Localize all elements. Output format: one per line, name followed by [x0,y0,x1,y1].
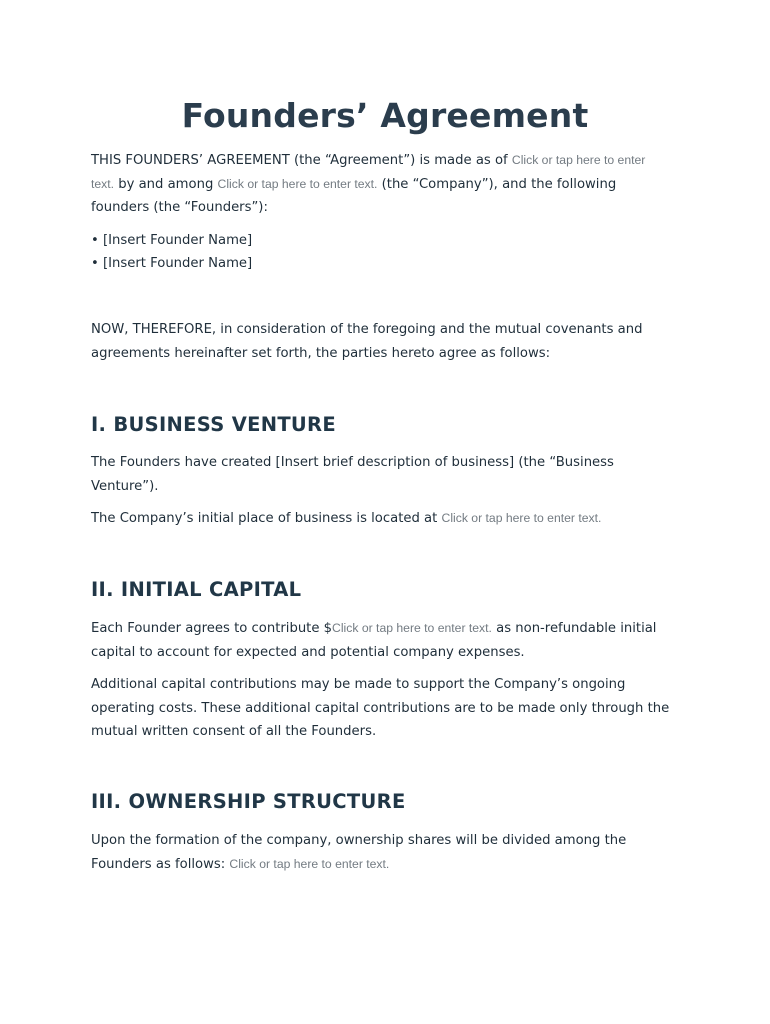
business-venture-line-2: Venture”). [91,478,159,494]
ownership-text: Founders as follows: [91,856,226,872]
place-of-business-placeholder-field[interactable]: Click or tap here to enter text. [441,511,602,525]
intro-paragraph [91,149,681,220]
intro-text-2: by and among [118,176,214,192]
intro-text-3: (the “Company”), and the following [381,176,617,192]
date-placeholder-line2: text. [91,176,115,191]
ownership-paragraph [91,829,681,876]
additional-capital-paragraph [91,673,681,744]
additional-capital-line-1: Additional capital contributions may be made to support the Company’s ongoing [91,677,626,692]
document-title: Founders’ Agreement [181,96,589,135]
ownership-line-1: Upon the formation of the company, ownership shares will be divided among the [91,833,627,848]
intro-text-4: founders (the “Founders”): [91,200,268,215]
business-venture-line-1: The Founders have created [Insert brief description of business] (the “Business [91,455,614,470]
company-placeholder-field[interactable]: Click or tap here to enter text. [217,176,378,191]
section-heading-ownership-structure: III. OWNERSHIP STRUCTURE [91,790,406,813]
recital-line-2: agreements hereinafter set forth, the parties hereto agree as follows: [91,345,551,361]
additional-capital-line-3: mutual written consent of all the Founders. [91,724,377,739]
initial-capital-line-2: capital to account for expected and potential company expenses. [91,644,525,660]
business-venture-paragraph [91,451,681,498]
initial-capital-paragraph [91,617,681,664]
recital-paragraph [91,318,681,365]
founder-list-item: • [Insert Founder Name] [91,256,253,271]
founder-list-item: • [Insert Founder Name] [91,233,253,248]
place-of-business-text: The Company’s initial place of business is located at [91,511,438,526]
recital-line-1: NOW, THEREFORE, in consideration of the foregoing and the mutual covenants and [91,322,643,337]
ownership-placeholder-field[interactable]: Click or tap here to enter text. [229,856,390,871]
capital-amount-placeholder-field[interactable]: Click or tap here to enter text. [332,621,492,635]
section-heading-initial-capital: II. INITIAL CAPITAL [91,578,302,601]
date-placeholder-line1: Click or tap here to enter [511,153,646,167]
additional-capital-line-2: operating costs. These additional capital contributions are to be made only through the [91,700,670,716]
section-heading-business-venture: I. BUSINESS VENTURE [91,413,336,436]
place-of-business-paragraph [91,507,681,531]
initial-capital-text-a: Each Founder agrees to contribute $ [91,621,333,636]
initial-capital-text-b: as non-refundable initial [496,621,657,636]
intro-text-1: THIS FOUNDERS’ AGREEMENT (the “Agreement”) is made as of [91,153,508,168]
